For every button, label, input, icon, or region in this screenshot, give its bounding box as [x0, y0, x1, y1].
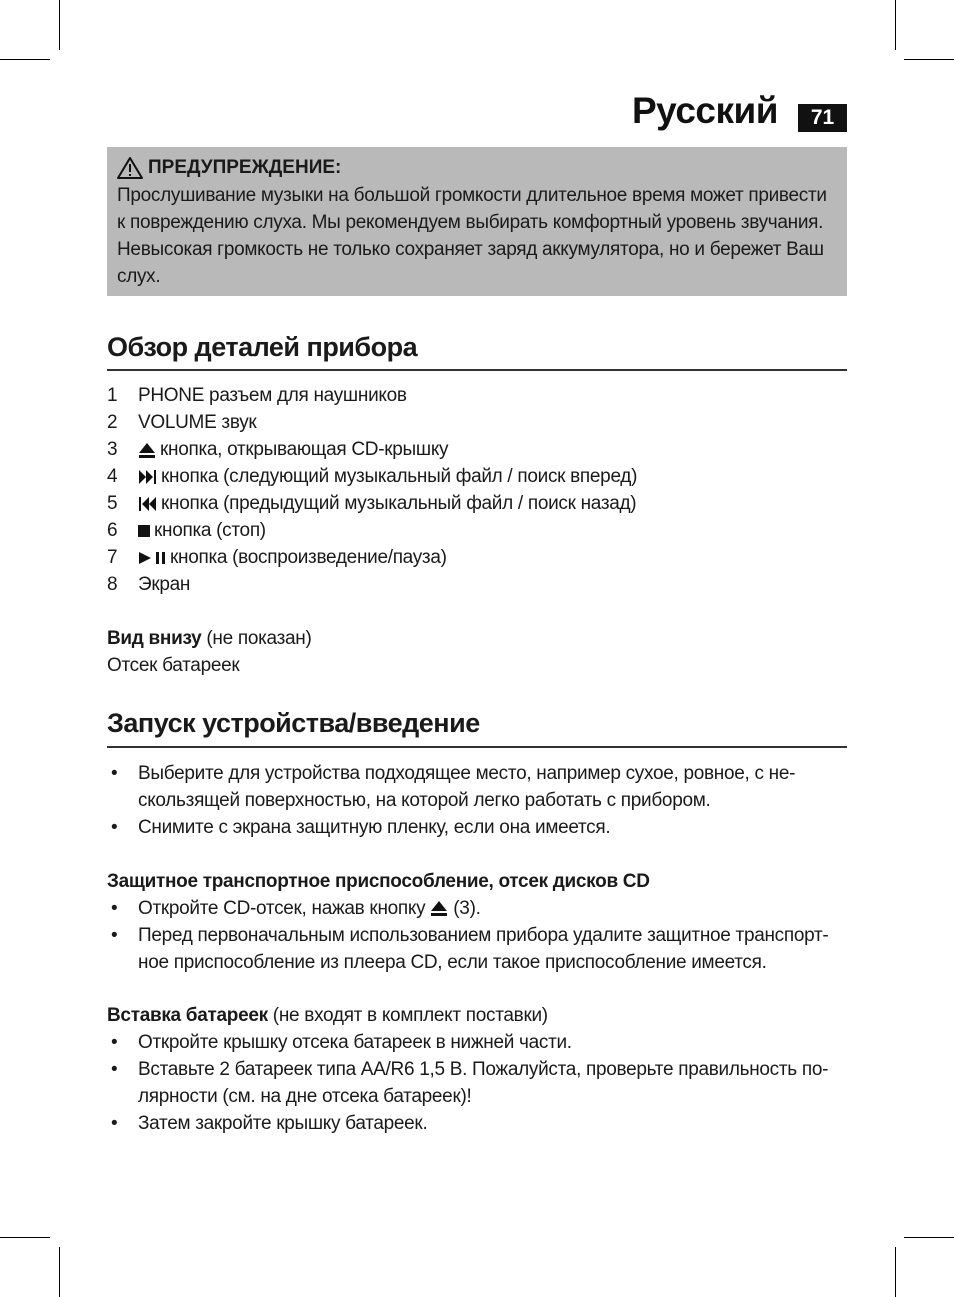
- item-number: 3: [107, 439, 118, 460]
- page-number-badge: 71: [798, 104, 847, 132]
- item-number: 7: [107, 547, 118, 568]
- list-item: [107, 1029, 847, 1056]
- crop-mark: [0, 59, 50, 60]
- bullet: •: [111, 1059, 118, 1080]
- battery-compartment-text: Отсек батареек: [107, 655, 240, 676]
- bullet-text: Вставьте 2 батареек типа AA/R6 1,5 В. Пожалуйста, проверьте правильность по- лярности (см. на дне отсека батареек)!: [138, 1059, 829, 1107]
- bullet: •: [111, 898, 118, 919]
- list-item: [107, 1056, 847, 1110]
- bullet: •: [111, 925, 118, 946]
- warning-line: Прослушивание музыки на большой громкости длительное время может привести: [117, 185, 827, 206]
- crop-mark: [59, 0, 60, 50]
- warning-heading-text: ПРЕДУПРЕЖДЕНИЕ:: [148, 156, 342, 178]
- item-number: 6: [107, 520, 118, 541]
- next-track-icon: [138, 469, 157, 485]
- bullet-text: Снимите с экрана защитную пленку, если она имеется.: [138, 817, 611, 838]
- play-pause-icon: [138, 551, 166, 565]
- crop-mark: [895, 1247, 896, 1297]
- crop-mark: [904, 59, 954, 60]
- section-title-startup: Запуск устройства/введение: [107, 708, 480, 738]
- eject-icon: [138, 442, 156, 458]
- bullet: •: [111, 763, 118, 784]
- warning-text: [117, 182, 837, 290]
- crop-mark: [895, 0, 896, 50]
- crop-mark: [59, 1247, 60, 1297]
- crop-mark: [904, 1237, 954, 1238]
- bullet-text: Перед первоначальным использованием прибора удалите защитное транспорт- ное приспособление из плеера CD, если такое приспособление имеется.: [138, 925, 829, 973]
- warning-line: слух.: [117, 266, 161, 287]
- warning-line: к повреждению слуха. Мы рекомендуем выбирать комфортный уровень звучания.: [117, 212, 824, 233]
- bullet-text: Затем закройте крышку батареек.: [138, 1113, 428, 1134]
- item-text: кнопка (стоп): [154, 520, 266, 541]
- bottom-view-label: Вид внизу: [107, 628, 202, 649]
- item-text: Экран: [138, 574, 191, 595]
- item-number: 4: [107, 466, 118, 487]
- list-item: [107, 382, 637, 409]
- list-item: [107, 436, 637, 463]
- section-title-overview: Обзор деталей прибора: [107, 332, 418, 362]
- bottom-view-note: (не показан): [201, 628, 312, 649]
- bullet-text: Откройте крышку отсека батареек в нижней части.: [138, 1032, 572, 1053]
- item-number: 2: [107, 412, 118, 433]
- warning-triangle-icon: [117, 157, 143, 179]
- list-item: [107, 1110, 847, 1137]
- bullet-text: Выберите для устройства подходящее место, например сухое, ровное, с не- скользящей поверхностью, на которой легко работать с прибором.: [138, 763, 796, 811]
- section-rule: [107, 369, 847, 371]
- bullet: •: [111, 1032, 118, 1053]
- bottom-view-line: [107, 625, 312, 652]
- stop-icon: [138, 525, 150, 537]
- startup-bullets: [107, 760, 847, 841]
- list-item: [107, 895, 847, 922]
- transport-bullets: [107, 895, 847, 976]
- item-number: 1: [107, 385, 118, 406]
- previous-track-icon: [138, 496, 157, 512]
- crop-mark: [0, 1237, 50, 1238]
- battery-heading: Вставка батареек: [107, 1005, 268, 1026]
- battery-heading-line: [107, 1002, 548, 1029]
- list-item: [107, 409, 637, 436]
- item-text: кнопка (воспроизведение/пауза): [170, 547, 447, 568]
- warning-line: Невысокая громкость не только сохраняет заряд аккумулятора, но и бережет Ваш: [117, 239, 824, 260]
- list-item: [107, 814, 847, 841]
- page-title: Русский: [632, 90, 778, 131]
- warning-box: [107, 147, 847, 296]
- parts-list: [107, 382, 637, 598]
- list-item: [107, 760, 847, 814]
- list-item: [107, 490, 637, 517]
- bullet-text: Откройте CD-отсек, нажав кнопку (3).: [138, 898, 481, 919]
- eject-icon: [430, 900, 448, 916]
- section-rule: [107, 746, 847, 748]
- battery-note: (не входят в комплект поставки): [267, 1005, 548, 1026]
- warning-heading: [117, 155, 837, 180]
- list-item: [107, 517, 637, 544]
- item-number: 5: [107, 493, 118, 514]
- item-text: VOLUME звук: [138, 412, 257, 433]
- bullet: •: [111, 1113, 118, 1134]
- item-text: кнопка, открывающая CD-крышку: [160, 439, 449, 460]
- item-text: PHONE разъем для наушников: [138, 385, 407, 406]
- transport-heading: Защитное транспортное приспособление, отсек дисков CD: [107, 871, 650, 892]
- item-text: кнопка (следующий музыкальный файл / поиск вперед): [161, 466, 638, 487]
- list-item: [107, 463, 637, 490]
- list-item: [107, 571, 637, 598]
- list-item: [107, 544, 637, 571]
- item-number: 8: [107, 574, 118, 595]
- battery-bullets: [107, 1029, 847, 1137]
- item-text: кнопка (предыдущий музыкальный файл / поиск назад): [161, 493, 637, 514]
- list-item: [107, 922, 847, 976]
- bullet: •: [111, 817, 118, 838]
